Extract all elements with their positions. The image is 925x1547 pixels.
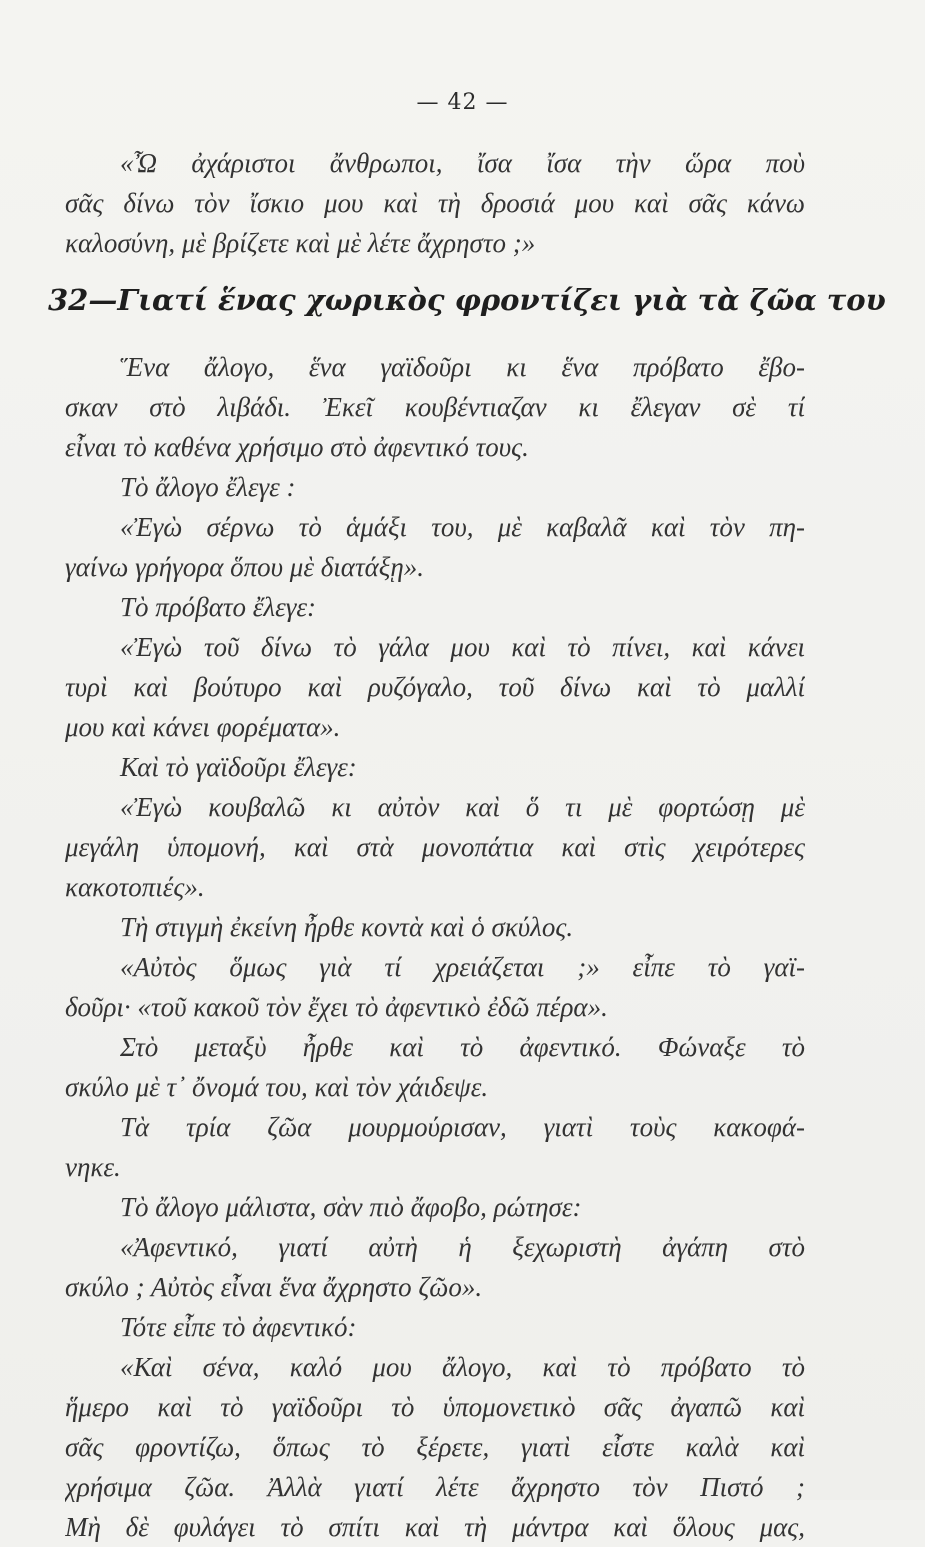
- text-line: σκύλο μὲ τ᾽ ὄνομά του, καὶ τὸν χάιδεψε.: [65, 1072, 489, 1102]
- text-line: μεγάλη ὑπομονή, καὶ στὰ μονοπάτια καὶ στὶς χειρότερες: [65, 832, 805, 862]
- text-line: δοῦρι· «τοῦ κακοῦ τὸν ἔχει τὸ ἀφεντικὸ ἐδῶ πέρα».: [65, 992, 608, 1022]
- text-line: Τὸ ἄλογο μάλιστα, σὰν πιὸ ἄφοβο, ρώτησε:: [120, 1192, 582, 1222]
- paragraph-block-top: [65, 143, 805, 263]
- text-line: Μὴ δὲ φυλάγει τὸ σπίτι καὶ τὴ μάντρα καὶ ὅλους μας,: [65, 1512, 805, 1542]
- text-line: «Ἐγὼ κουβαλῶ κι αὐτὸν καὶ ὅ τι μὲ φορτώσῃ μὲ: [120, 792, 805, 822]
- text-line: Στὸ μεταξὺ ἦρθε καὶ τὸ ἀφεντικό. Φώναξε τὸ: [120, 1032, 805, 1062]
- text-line: γαίνω γρήγορα ὅπου μὲ διατάξῃ».: [65, 552, 425, 582]
- text-line: ἥμερο καὶ τὸ γαϊδοῦρι τὸ ὑπομονετικὸ σᾶς ἀγαπῶ καὶ: [65, 1392, 805, 1422]
- text-line: τυρὶ καὶ βούτυρο καὶ ρυζόγαλο, τοῦ δίνω καὶ τὸ μαλλί: [65, 672, 805, 702]
- text-line: μου καὶ κάνει φορέματα».: [65, 712, 341, 742]
- text-line: σᾶς φροντίζω, ὅπως τὸ ξέρετε, γιατὶ εἶστε καλὰ καὶ: [65, 1432, 805, 1462]
- text-line: καλοσύνη, μὲ βρίζετε καὶ μὲ λέτε ἄχρηστο ;»: [65, 228, 536, 258]
- text-line: Τὸ ἄλογο ἔλεγε :: [120, 472, 296, 502]
- text-line: «Καὶ σένα, καλό μου ἄλογο, καὶ τὸ πρόβατο τὸ: [120, 1352, 805, 1382]
- text-line: Ἕνα ἄλογο, ἕνα γαϊδοῦρι κι ἕνα πρόβατο ἔβο-: [120, 352, 805, 382]
- text-line: Τότε εἶπε τὸ ἀφεντικό:: [120, 1312, 357, 1342]
- text-line: Τὴ στιγμὴ ἐκείνη ἦρθε κοντὰ καὶ ὁ σκύλος.: [120, 912, 574, 942]
- text-line: Τὰ τρία ζῶα μουρμούρισαν, γιατὶ τοὺς κακοφά-: [120, 1112, 805, 1142]
- text-line: σκαν στὸ λιβάδι. Ἐκεῖ κουβέντιαζαν κι ἔλεγαν σὲ τί: [65, 392, 805, 422]
- text-line: Καὶ τὸ γαϊδοῦρι ἔλεγε:: [120, 752, 357, 782]
- text-line: «Ἐγὼ σέρνω τὸ ἁμάξι του, μὲ καβαλᾶ καὶ τὸν πη-: [120, 512, 805, 542]
- text-line: εἶναι τὸ καθένα χρήσιμο στὸ ἀφεντικό τους.: [65, 432, 529, 462]
- paragraph-block-main: [65, 347, 805, 1547]
- text-line: «Ἀφεντικό, γιατί αὐτὴ ἡ ξεχωριστὴ ἀγάπη στὸ: [120, 1232, 805, 1262]
- page-number: — 42 —: [416, 90, 509, 115]
- text-line: «Ἐγὼ τοῦ δίνω τὸ γάλα μου καὶ τὸ πίνει, καὶ κάνει: [120, 632, 805, 662]
- section-heading: 32—Γιατί ἕνας χωρικὸς φροντίζει γιὰ τὰ ζῶα του: [48, 283, 886, 317]
- text-line: νηκε.: [65, 1152, 121, 1182]
- text-line: Τὸ πρόβατο ἔλεγε:: [120, 592, 317, 622]
- text-line: «Ὦ ἀχάριστοι ἄνθρωποι, ἴσα ἴσα τὴν ὥρα ποὺ: [120, 148, 805, 178]
- text-line: σᾶς δίνω τὸν ἴσκιο μου καὶ τὴ δροσιά μου καὶ σᾶς κάνω: [65, 188, 805, 218]
- text-line: σκύλο ; Αὐτὸς εἶναι ἕνα ἄχρηστο ζῶο».: [65, 1272, 483, 1302]
- text-line: χρήσιμα ζῶα. Ἀλλὰ γιατί λέτε ἄχρηστο τὸν Πιστό ;: [65, 1472, 805, 1502]
- text-line: κακοτοπιές».: [65, 872, 205, 902]
- text-line: «Αὐτὸς ὅμως γιὰ τί χρειάζεται ;» εἶπε τὸ γαϊ-: [120, 952, 805, 982]
